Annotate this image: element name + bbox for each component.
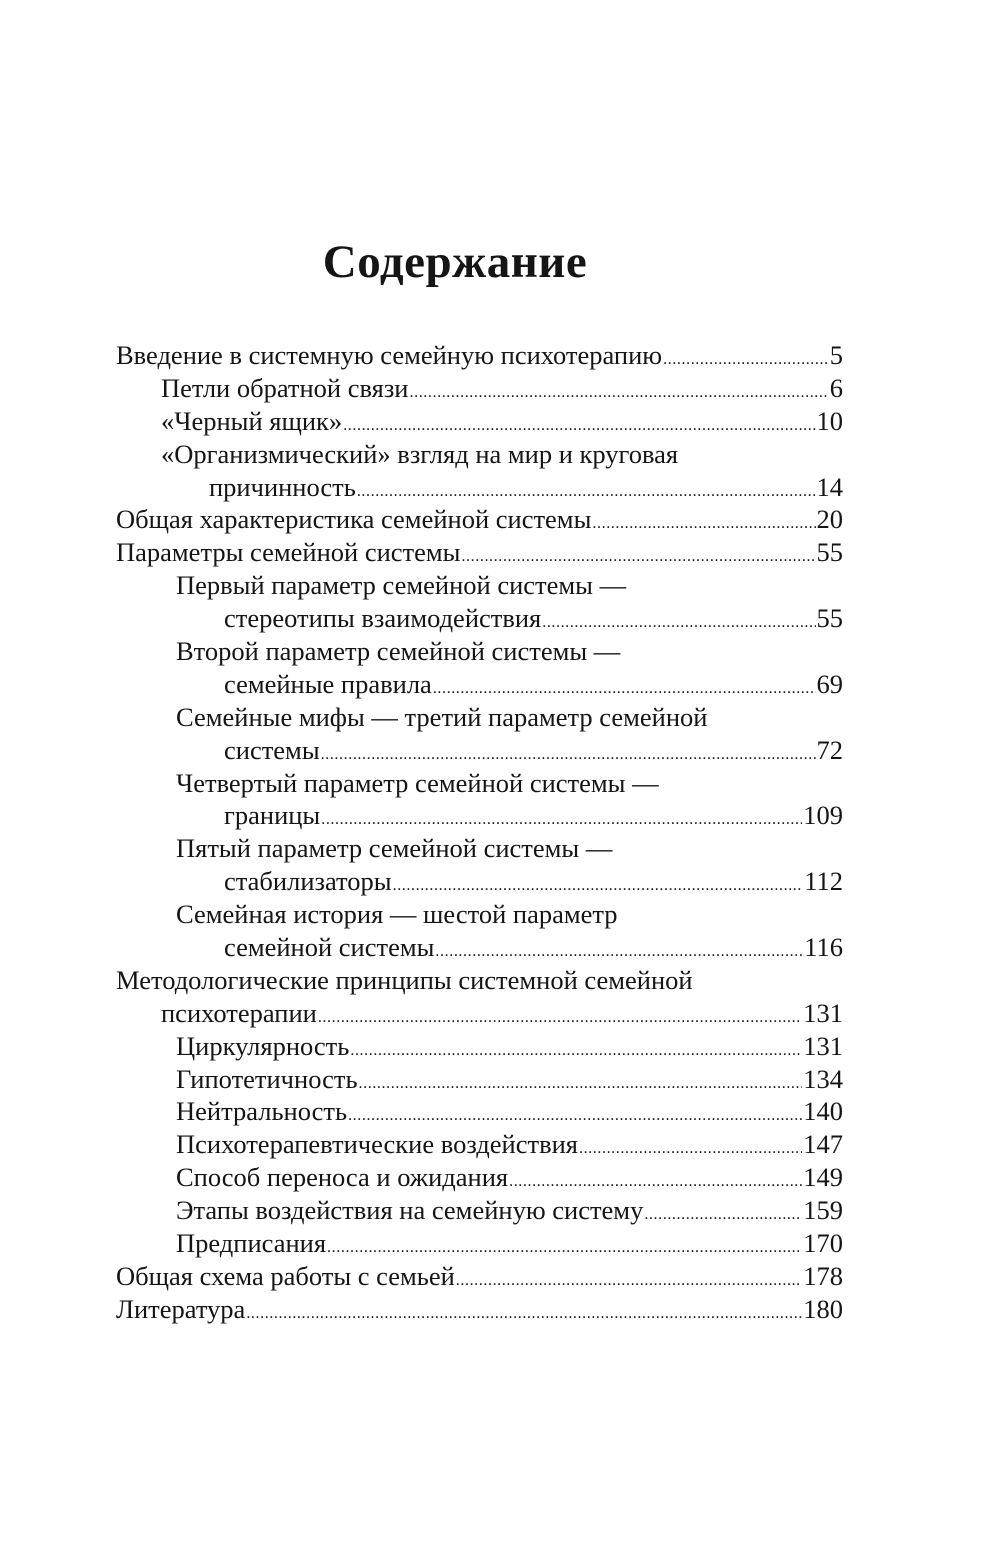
toc-entry-line xyxy=(116,602,843,635)
toc-entry xyxy=(116,405,843,438)
toc-entry-line xyxy=(116,1030,843,1063)
toc-entry xyxy=(116,1063,843,1096)
toc-entry-title-continued: границы xyxy=(224,800,321,831)
toc-entry-title-continued: семейной системы xyxy=(224,932,435,963)
toc-entry-line xyxy=(116,1293,843,1326)
toc-entry-line xyxy=(116,1095,843,1128)
toc-entry-title-continued: системы xyxy=(224,734,320,765)
toc-entry-title: Пятый параметр семейной системы — xyxy=(176,833,613,864)
toc-entry-title: Психотерапевтические воздействия xyxy=(176,1129,578,1160)
toc-entry xyxy=(116,438,843,504)
toc-entry-line xyxy=(116,339,843,372)
toc-page-number: 159 xyxy=(803,1195,843,1226)
toc-entry-title: Нейтральность xyxy=(176,1096,348,1127)
toc-entry xyxy=(116,503,843,536)
toc-entry-line xyxy=(116,997,843,1030)
toc-page-number: 131 xyxy=(803,1030,843,1061)
toc-entry-line xyxy=(116,931,843,964)
toc-entry xyxy=(116,1128,843,1161)
page-title: Содержание xyxy=(322,236,588,288)
toc-entry-line xyxy=(116,372,843,405)
toc-entry-title: Семейная история — шестой параметр xyxy=(176,899,618,930)
toc-page-number: 69 xyxy=(816,668,843,699)
toc-entry xyxy=(116,898,843,964)
toc-entry-title: Общая характеристика семейной системы xyxy=(116,504,592,535)
toc-entry-line xyxy=(116,734,843,767)
toc-entry-title: Четвертый параметр семейной системы — xyxy=(176,767,659,798)
toc-entry-title: Методологические принципы системной семейной xyxy=(116,964,693,995)
toc-entry-title: Литература xyxy=(116,1293,246,1324)
toc-entry-title: «Организмический» взгляд на мир и круговая xyxy=(161,438,679,469)
toc-page-number: 14 xyxy=(816,471,843,502)
toc-page-number: 180 xyxy=(803,1293,843,1324)
toc-entry-title: Первый параметр семейной системы — xyxy=(176,570,627,601)
toc-entry-line xyxy=(116,1161,843,1194)
toc-entry-line xyxy=(116,536,843,569)
toc-entry-line xyxy=(116,799,843,832)
toc-entry xyxy=(116,339,843,372)
toc-entry-title: Предписания xyxy=(176,1228,327,1259)
toc-entry-line xyxy=(116,1063,843,1096)
toc-entry-line xyxy=(116,1260,843,1293)
toc-entry-title: Способ переноса и ожидания xyxy=(176,1162,509,1193)
toc-entry xyxy=(116,1095,843,1128)
toc-page-number: 112 xyxy=(804,866,843,897)
toc-entry-line xyxy=(116,865,843,898)
toc-page-number: 20 xyxy=(816,504,843,535)
toc-page-number: 6 xyxy=(829,372,843,403)
toc-entry-title-continued: стабилизаторы xyxy=(224,866,392,897)
toc-entry-title: Общая схема работы с семьей xyxy=(116,1260,455,1291)
toc-entry xyxy=(116,1293,843,1326)
toc-entry xyxy=(116,635,843,701)
toc-page-number: 5 xyxy=(829,340,843,370)
toc-page-number: 170 xyxy=(803,1228,843,1259)
toc-entry-title: Циркулярность xyxy=(176,1030,350,1061)
toc-entry xyxy=(116,372,843,405)
toc-page-number: 72 xyxy=(816,734,843,765)
toc-entry xyxy=(116,1260,843,1293)
toc-entry-title: Второй параметр семейной системы — xyxy=(176,636,621,667)
toc-entry xyxy=(116,767,843,833)
toc-entry-title-continued: психотерапии xyxy=(161,997,317,1028)
table-of-contents xyxy=(116,339,843,1326)
toc-entry-title: Гипотетичность xyxy=(176,1063,358,1094)
toc-entry-line xyxy=(116,503,843,536)
toc-entry-title: Семейные мифы — третий параметр семейной xyxy=(176,701,708,732)
toc-entry-line xyxy=(116,668,843,701)
toc-entry-title-continued: стереотипы взаимодействия xyxy=(224,603,542,634)
toc-entry-line xyxy=(116,471,843,504)
toc-entry-title: Параметры семейной системы xyxy=(116,537,461,568)
toc-page-number: 178 xyxy=(803,1260,843,1291)
toc-page-number: 55 xyxy=(816,537,843,568)
toc-entry xyxy=(116,701,843,767)
toc-entry-title: Петли обратной связи xyxy=(161,372,409,403)
toc-entry-line xyxy=(116,1128,843,1161)
toc-page-number: 55 xyxy=(816,603,843,634)
toc-entry xyxy=(116,1161,843,1194)
toc-page-number: 140 xyxy=(803,1096,843,1127)
toc-entry xyxy=(116,832,843,898)
toc-entry xyxy=(116,1227,843,1260)
toc-page-number: 149 xyxy=(803,1162,843,1193)
toc-entry xyxy=(116,569,843,635)
toc-page-number: 109 xyxy=(803,800,843,831)
toc-entry xyxy=(116,1030,843,1063)
toc-entry xyxy=(116,964,843,1030)
toc-page-number: 131 xyxy=(803,997,843,1028)
toc-entry-line xyxy=(116,1194,843,1227)
toc-entry-title-continued: причинность xyxy=(209,471,356,502)
toc-entry-title-continued: семейные правила xyxy=(224,668,432,699)
dot-leader xyxy=(246,1293,802,1331)
toc-entry xyxy=(116,1194,843,1227)
toc-page-number: 147 xyxy=(803,1129,843,1160)
toc-entry-line xyxy=(116,405,843,438)
toc-entry-title: Этапы воздействия на семейную систему xyxy=(176,1195,644,1226)
toc-entry-line xyxy=(116,1227,843,1260)
toc-entry-title: Введение в системную семейную психотерапию xyxy=(116,340,663,370)
toc-page-number: 10 xyxy=(816,405,843,436)
toc-entry xyxy=(116,536,843,569)
toc-page-number: 134 xyxy=(803,1063,843,1094)
toc-entry-title: «Черный ящик» xyxy=(161,405,343,436)
toc-page-number: 116 xyxy=(804,932,843,963)
